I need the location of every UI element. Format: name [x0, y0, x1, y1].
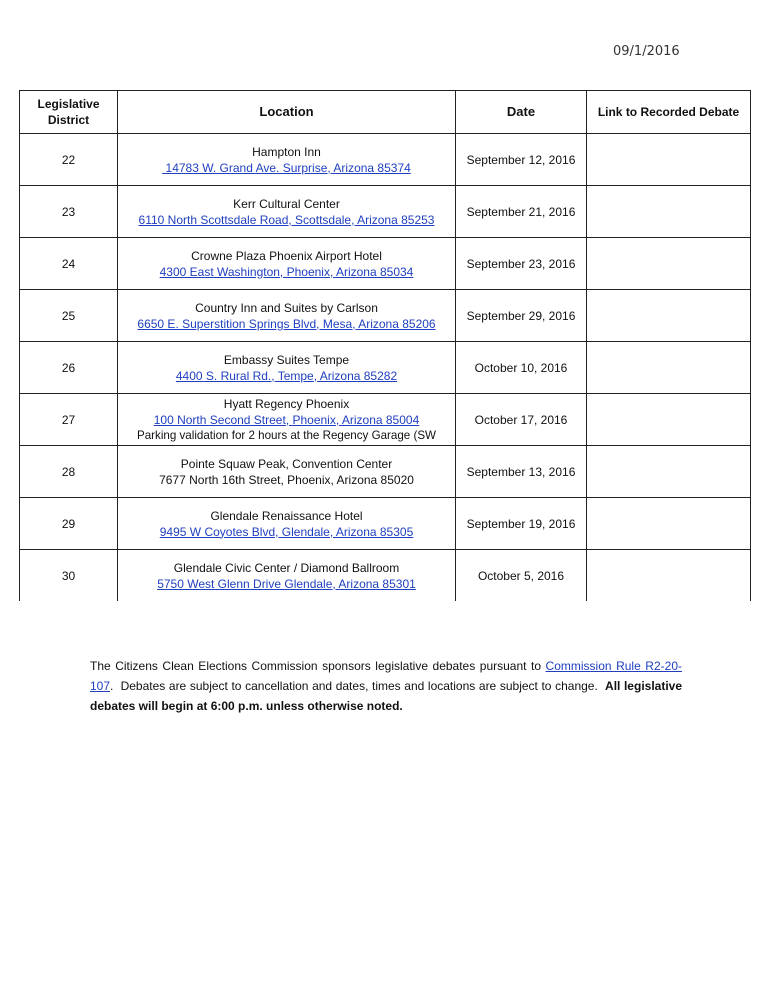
table-row: [20, 550, 751, 602]
column-header-date: Date: [456, 91, 587, 134]
recorded-debate-link-cell: [587, 498, 751, 550]
footnote-bold-notice: All legislative debates will begin at 6:00 p.m. unless otherwise noted.: [90, 679, 683, 713]
recorded-debate-link-cell: [587, 238, 751, 290]
table-row: [20, 134, 751, 186]
commission-rule-link[interactable]: Commission Rule R2-20-107: [90, 659, 682, 693]
district-cell: 26: [20, 342, 118, 394]
table-row: [20, 186, 751, 238]
location-cell: [118, 550, 456, 602]
location-cell: [118, 498, 456, 550]
venue-name: Glendale Civic Center / Diamond Ballroom: [173, 560, 400, 575]
footnote-paragraph: [90, 656, 682, 716]
location-cell: [118, 394, 456, 446]
column-header-district: Legislative District: [20, 91, 118, 134]
location-cell: [118, 134, 456, 186]
district-cell: 23: [20, 186, 118, 238]
date-cell: October 5, 2016: [456, 550, 587, 602]
footnote-text: The Citizens Clean Elections Commission sponsors legislative debates pursuant to: [90, 659, 546, 673]
venue-name: Hyatt Regency Phoenix: [223, 396, 350, 411]
date-cell: September 21, 2016: [456, 186, 587, 238]
venue-name: Hampton Inn: [252, 144, 321, 159]
date-cell: September 19, 2016: [456, 498, 587, 550]
table-header-row: [20, 91, 751, 134]
address-link[interactable]: 9495 W Coyotes Blvd, Glendale, Arizona 85305: [159, 524, 414, 539]
column-header-recorded-debate-link: Link to Recorded Debate: [587, 91, 751, 134]
table-row: [20, 394, 751, 446]
document-date: 09/1/2016: [613, 44, 680, 59]
recorded-debate-link-cell: [587, 290, 751, 342]
location-cell: [118, 238, 456, 290]
recorded-debate-link-cell: [587, 446, 751, 498]
date-cell: September 23, 2016: [456, 238, 587, 290]
venue-name: Embassy Suites Tempe: [223, 352, 350, 367]
table-row: [20, 290, 751, 342]
location-cell: [118, 290, 456, 342]
district-cell: 27: [20, 394, 118, 446]
district-cell: 29: [20, 498, 118, 550]
recorded-debate-link-cell: [587, 186, 751, 238]
recorded-debate-link-cell: [587, 134, 751, 186]
address-link[interactable]: 5750 West Glenn Drive Glendale, Arizona 85301: [157, 576, 416, 591]
venue-name: Country Inn and Suites by Carlson: [195, 300, 378, 315]
date-cell: September 13, 2016: [456, 446, 587, 498]
address-text: 7677 North 16th Street, Phoenix, Arizona 85020: [159, 472, 414, 487]
district-cell: 24: [20, 238, 118, 290]
column-header-location: Location: [118, 91, 456, 134]
address-link[interactable]: 100 North Second Street, Phoenix, Arizona 85004: [153, 412, 420, 427]
district-cell: 22: [20, 134, 118, 186]
venue-name: Glendale Renaissance Hotel: [210, 508, 363, 523]
address-link[interactable]: 6110 North Scottsdale Road, Scottsdale, Arizona 85253: [138, 212, 435, 227]
date-cell: October 10, 2016: [456, 342, 587, 394]
table-row: [20, 446, 751, 498]
address-link[interactable]: 14783 W. Grand Ave. Surprise, Arizona 85374: [162, 160, 411, 175]
location-cell: [118, 446, 456, 498]
date-cell: October 17, 2016: [456, 394, 587, 446]
location-cell: [118, 342, 456, 394]
recorded-debate-link-cell: [587, 342, 751, 394]
district-cell: 30: [20, 550, 118, 602]
table-row: [20, 342, 751, 394]
date-cell: September 12, 2016: [456, 134, 587, 186]
date-cell: September 29, 2016: [456, 290, 587, 342]
address-link[interactable]: 4300 East Washington, Phoenix, Arizona 85034: [159, 264, 414, 279]
district-cell: 28: [20, 446, 118, 498]
footnote-text-continued: . Debates are subject to cancellation and dates, times and locations are subject to change.: [110, 679, 606, 693]
table-row: [20, 498, 751, 550]
venue-name: Pointe Squaw Peak, Convention Center: [180, 456, 393, 471]
address-link[interactable]: 6650 E. Superstition Springs Blvd, Mesa, Arizona 85206: [137, 316, 436, 331]
venue-name: Kerr Cultural Center: [233, 196, 340, 211]
location-cell: [118, 186, 456, 238]
recorded-debate-link-cell: [587, 550, 751, 602]
table-row: [20, 238, 751, 290]
address-link[interactable]: 4400 S. Rural Rd., Tempe, Arizona 85282: [175, 368, 398, 383]
parking-note: Parking validation for 2 hours at the Regency Garage (SW: [136, 428, 436, 442]
district-cell: 25: [20, 290, 118, 342]
recorded-debate-link-cell: [587, 394, 751, 446]
debate-schedule-table: [19, 90, 751, 601]
venue-name: Crowne Plaza Phoenix Airport Hotel: [191, 248, 382, 263]
